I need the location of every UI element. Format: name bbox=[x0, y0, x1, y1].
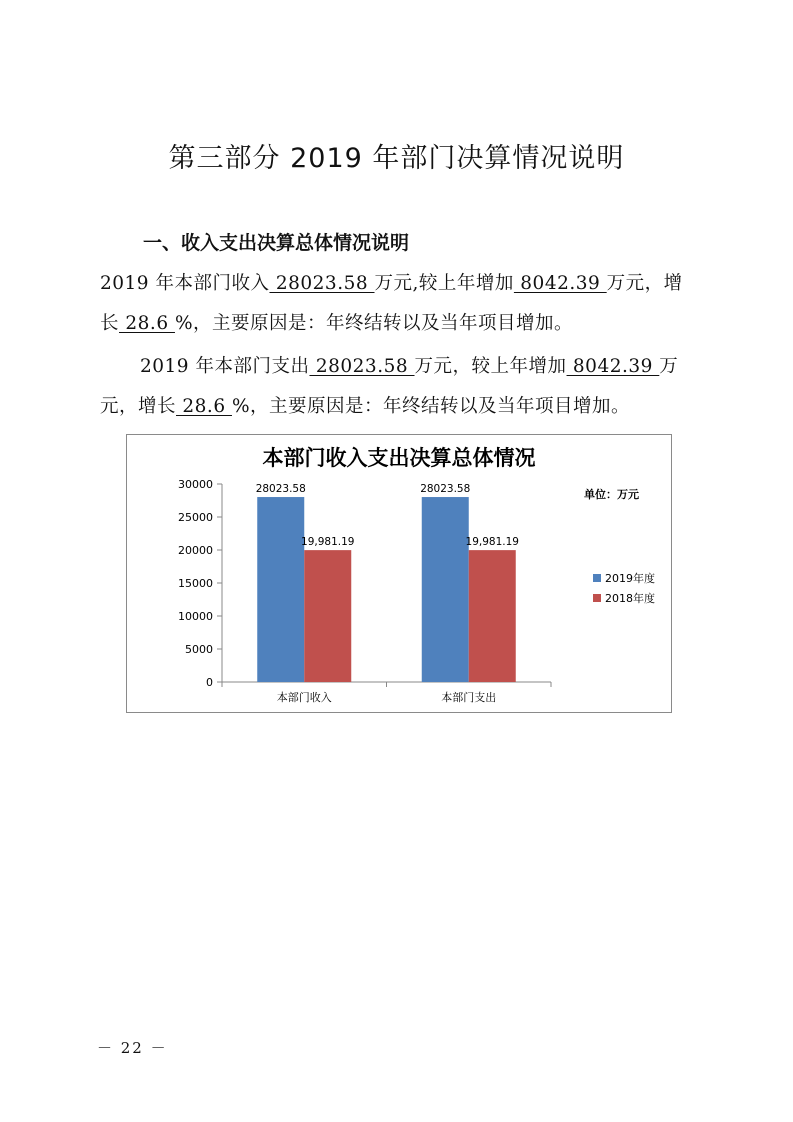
income-growth-rate: 28.6 bbox=[119, 313, 175, 334]
section-heading: 一、收入支出决算总体情况说明 bbox=[143, 232, 410, 254]
bar-data-label: 19,981.19 bbox=[301, 536, 355, 549]
income-text-3: 万元，增长 bbox=[100, 273, 683, 334]
legend-swatch bbox=[593, 594, 601, 602]
expense-text-2: 万元，较上年增加 bbox=[414, 356, 567, 377]
expense-growth-rate: 28.6 bbox=[176, 396, 232, 417]
bar-2019-income bbox=[257, 497, 304, 682]
y-tick-label: 25000 bbox=[178, 511, 213, 524]
bar-2018-income bbox=[304, 550, 351, 682]
y-tick-label: 15000 bbox=[178, 577, 213, 590]
legend-label: 2018年度 bbox=[605, 592, 655, 605]
income-text-1: 2019 年本部门收入 bbox=[100, 273, 270, 294]
chart-unit-label: 单位：万元 bbox=[584, 488, 639, 501]
income-paragraph bbox=[100, 264, 695, 344]
x-category-label: 本部门支出 bbox=[441, 691, 497, 704]
income-increase-value: 8042.39 bbox=[513, 273, 607, 294]
bar-data-label: 19,981.19 bbox=[465, 536, 519, 549]
legend-label: 2019年度 bbox=[605, 572, 655, 585]
y-tick-label: 30000 bbox=[178, 478, 213, 491]
y-tick-label: 5000 bbox=[185, 643, 213, 656]
chart-title: 本部门收入支出决算总体情况 bbox=[262, 446, 536, 470]
expense-value: 28023.58 bbox=[309, 356, 415, 377]
income-value: 28023.58 bbox=[269, 273, 375, 294]
y-tick-label: 0 bbox=[206, 676, 213, 689]
chart-svg bbox=[127, 435, 671, 712]
expense-text-4: %，主要原因是：年终结转以及当年项目增加。 bbox=[231, 396, 631, 417]
income-text-2: 万元,较上年增加 bbox=[374, 273, 514, 294]
expense-text-1: 2019 年本部门支出 bbox=[140, 356, 310, 377]
expense-paragraph bbox=[100, 347, 695, 427]
page-number: － 22 － bbox=[97, 1039, 168, 1057]
x-category-label: 本部门收入 bbox=[276, 691, 332, 704]
y-tick-label: 10000 bbox=[178, 610, 213, 623]
page-title: 第三部分 2019 年部门决算情况说明 bbox=[168, 143, 625, 174]
expense-increase-value: 8042.39 bbox=[566, 356, 660, 377]
legend-swatch bbox=[593, 574, 601, 582]
income-text-4: %，主要原因是：年终结转以及当年项目增加。 bbox=[174, 313, 574, 334]
expense-text-3: 万元，增长 bbox=[100, 356, 679, 417]
y-tick-label: 20000 bbox=[178, 544, 213, 557]
bar-data-label: 28023.58 bbox=[255, 483, 306, 496]
bar-2018-expense bbox=[469, 550, 516, 682]
bar-data-label: 28023.58 bbox=[420, 483, 471, 496]
bar-2019-expense bbox=[422, 497, 469, 682]
budget-chart bbox=[126, 434, 672, 713]
